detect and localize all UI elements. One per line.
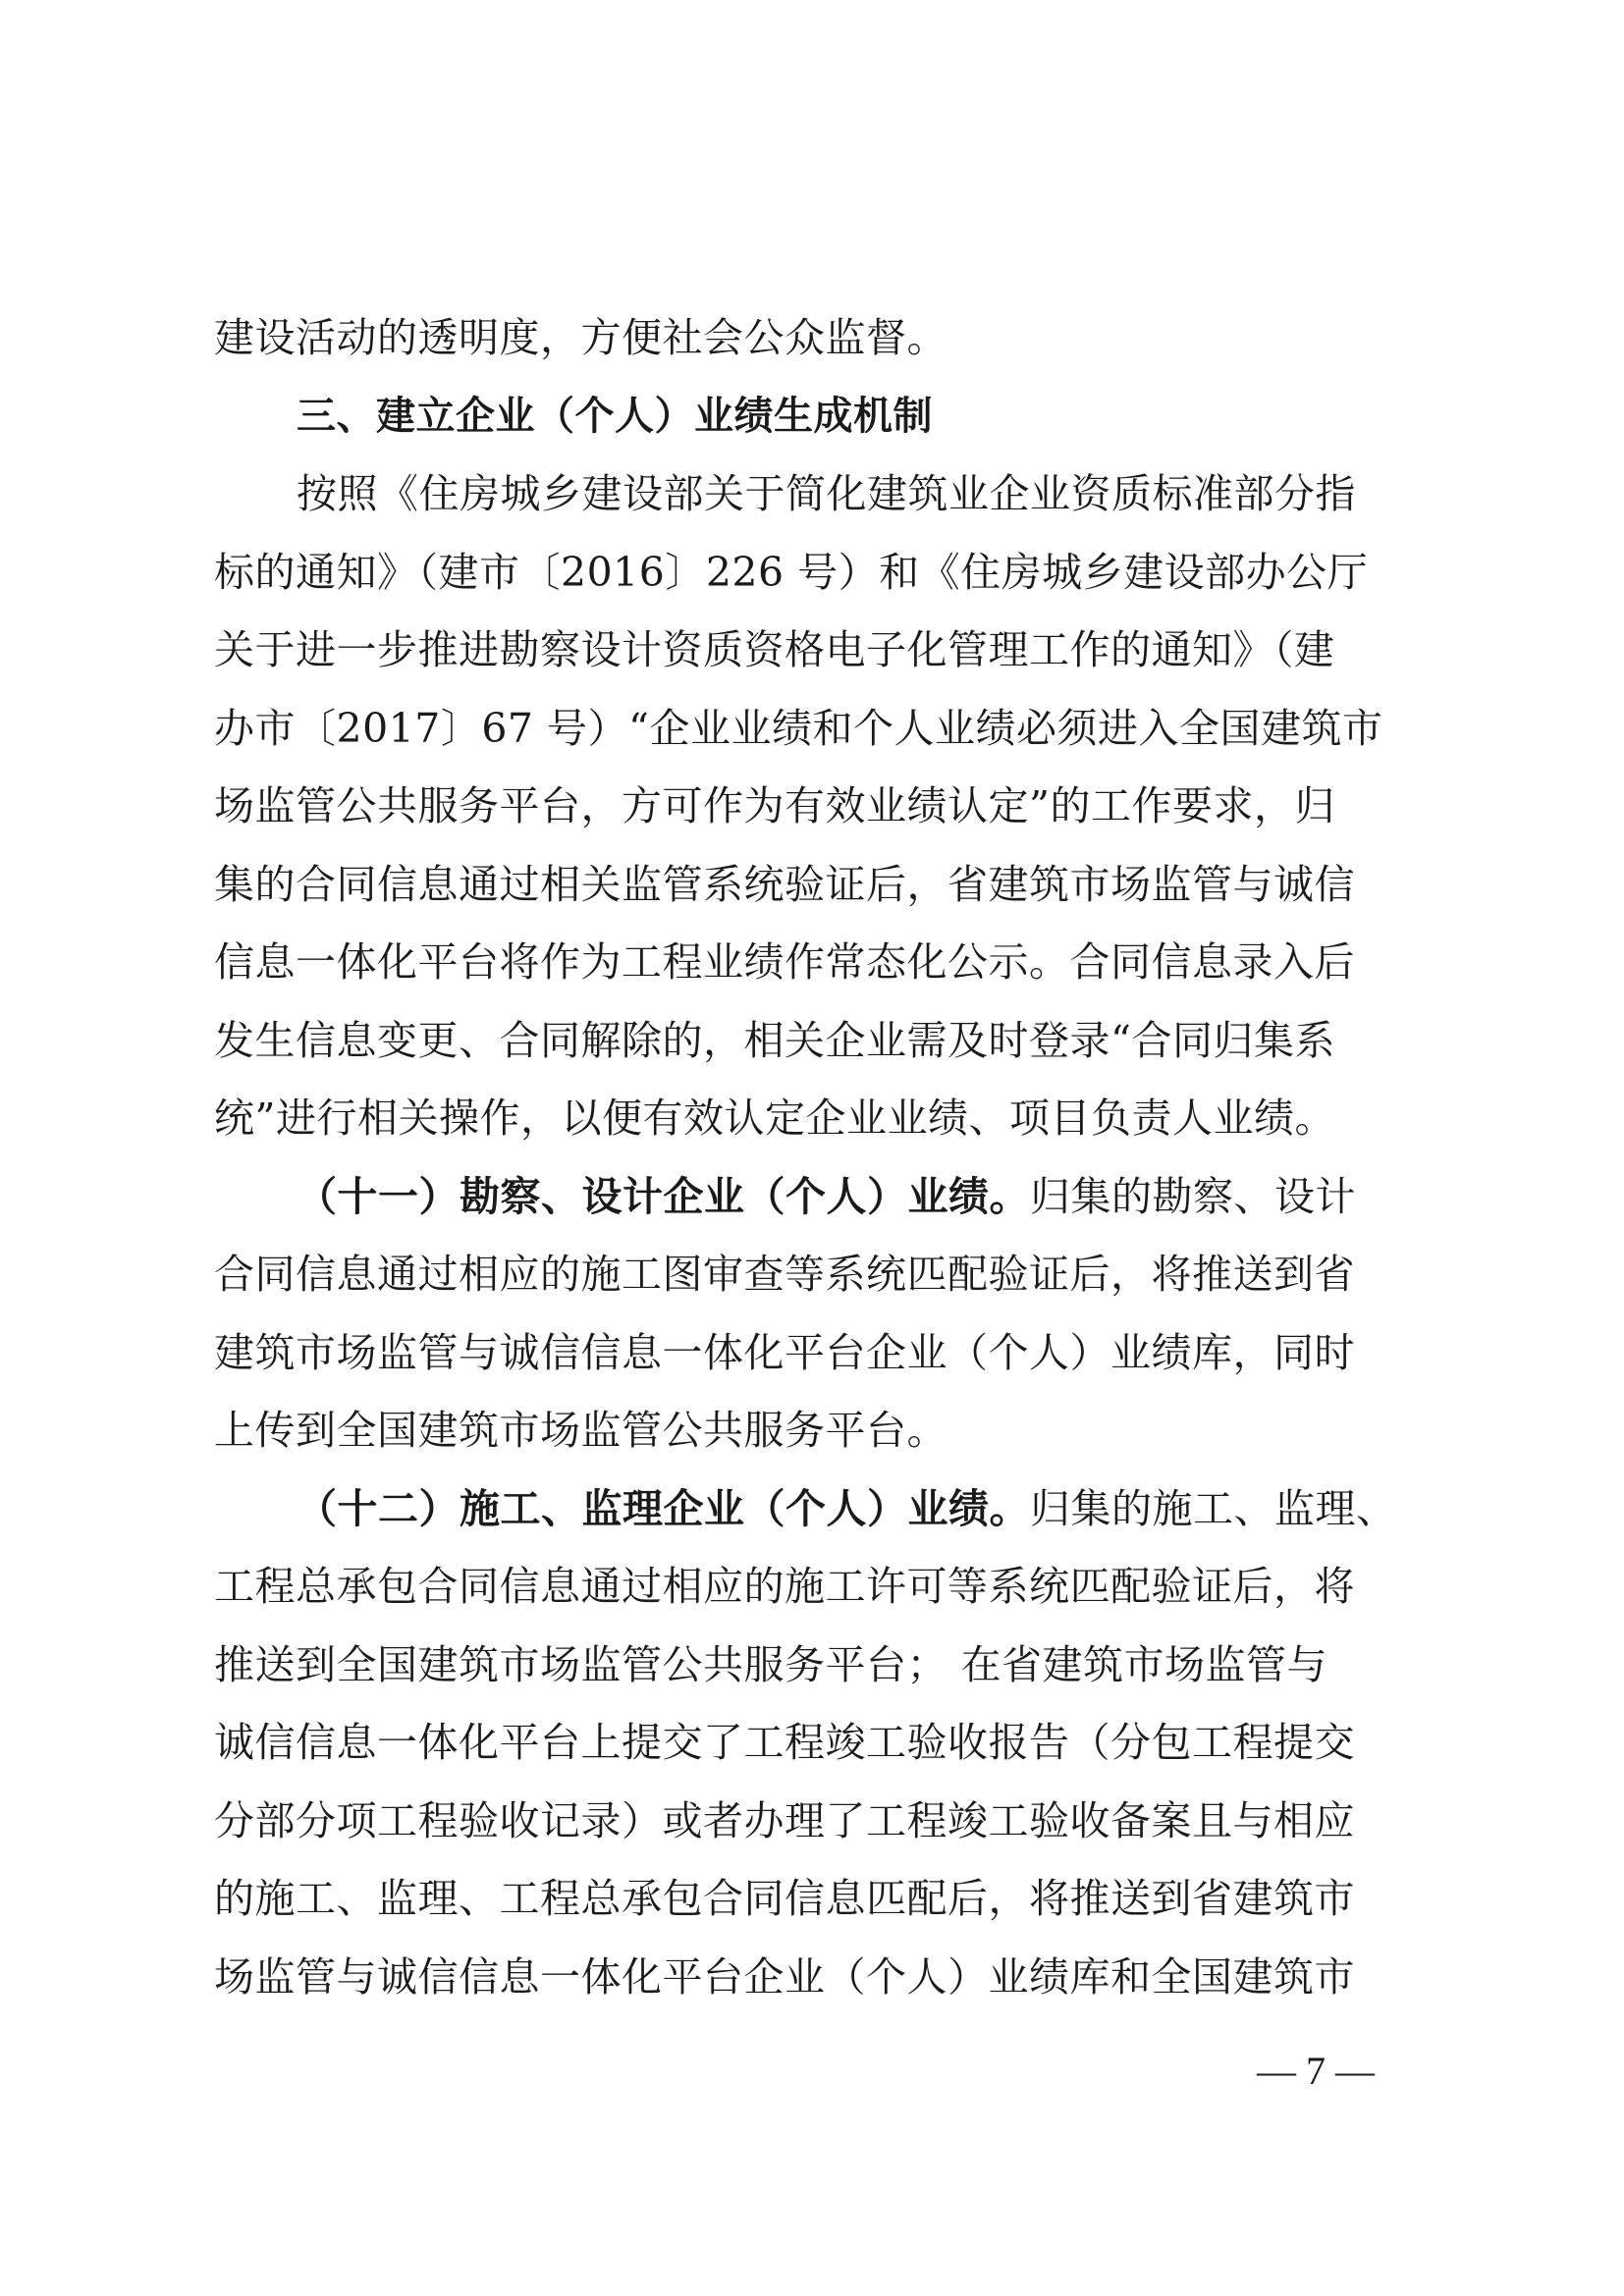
body-line: 工程总承包合同信息通过相应的施工许可等系统匹配验证后，将 <box>214 1563 1355 1610</box>
body-text: 归集的施工、监理、 <box>1030 1484 1397 1532</box>
body-line <box>214 1158 1414 1237</box>
body-line: 按照《住房城乡建设部关于简化建筑业企业资质标准部分指 <box>297 470 1356 517</box>
body-line: 场监管公共服务平台，方可作为有效业绩认定”的工作要求，归 <box>214 782 1335 829</box>
subsection-heading: （十二）施工、监理企业（个人）业绩。 <box>297 1484 1030 1532</box>
body-line: 标的通知》（建市〔2016〕226 号）和《住房城乡建设部办公厅 <box>214 548 1369 596</box>
body-line: 建设活动的透明度，方便社会公众监督。 <box>214 314 947 361</box>
body-line: 推送到全国建筑市场监管公共服务平台； 在省建筑市场监管与 <box>214 1640 1328 1688</box>
body-line: 建筑市场监管与诚信信息一体化平台企业（个人）业绩库，同时 <box>214 1328 1355 1376</box>
body-line: 合同信息通过相应的施工图审查等系统匹配验证后，将推送到省 <box>214 1251 1355 1298</box>
document-body <box>214 299 1414 2016</box>
body-line: 分部分项工程验收记录）或者办理了工程竣工验收备案且与相应 <box>214 1796 1355 1844</box>
body-line: 发生信息变更、合同解除的，相关企业需及时登录“合同归集系 <box>214 1016 1335 1064</box>
body-line: 办市〔2017〕67 号）“企业业绩和个人业绩必须进入全国建筑市 <box>214 704 1383 752</box>
body-line: 诚信信息一体化平台上提交了工程竣工验收报告（分包工程提交 <box>214 1719 1355 1766</box>
body-line: 场监管与诚信信息一体化平台企业（个人）业绩库和全国建筑市 <box>214 1952 1355 2001</box>
body-line: 上传到全国建筑市场监管公共服务平台。 <box>214 1407 947 1454</box>
body-line: 关于进一步推进勘察设计资质资格电子化管理工作的通知》（建 <box>214 626 1335 673</box>
page-number: — 7 — <box>1257 2049 1375 2093</box>
subsection-heading: （十一）勘察、设计企业（个人）业绩。 <box>297 1172 1030 1220</box>
body-text: 归集的勘察、设计 <box>1030 1172 1356 1220</box>
body-line: 集的合同信息通过相关监管系统验证后，省建筑市场监管与诚信 <box>214 860 1355 908</box>
section-heading: 三、建立企业（个人）业绩生成机制 <box>297 393 933 439</box>
body-line: 的施工、监理、工程总承包合同信息匹配后，将推送到省建筑市 <box>214 1875 1355 1922</box>
body-line: 统”进行相关操作，以便有效认定企业业绩、项目负责人业绩。 <box>214 1095 1335 1142</box>
body-line <box>214 1470 1414 1549</box>
body-line: 信息一体化平台将作为工程业绩作常态化公示。合同信息录入后 <box>214 938 1355 986</box>
